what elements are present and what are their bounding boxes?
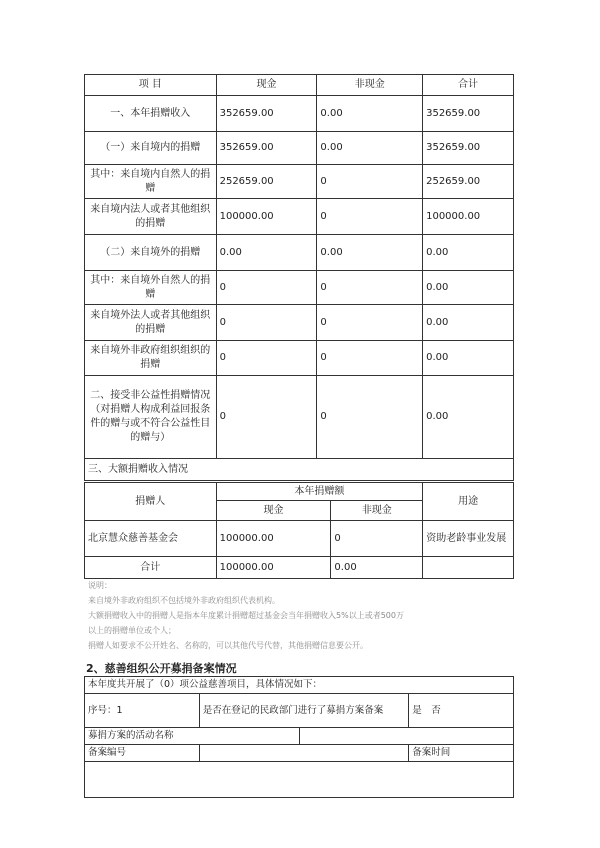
total-row <box>85 557 514 579</box>
large-donation-table <box>84 482 514 579</box>
note-line: 大额捐赠收入中的捐赠人是指本年度累计捐赠超过基金会当年捐赠收入5%以上或者500万 <box>88 611 404 620</box>
header-noncash: 非现金 <box>317 75 423 96</box>
table-row <box>85 235 514 271</box>
note-line: 以上的捐赠单位或个人； <box>88 626 176 635</box>
cash-cell: 0 <box>216 376 317 459</box>
purpose-cell: 资助老龄事业发展 <box>423 521 514 557</box>
filing-intro: 本年度共开展了（0）项公益慈善项目，具体情况如下： <box>85 677 514 694</box>
plan-name-label: 募捐方案的活动名称 <box>85 728 300 745</box>
cash-cell: 0.00 <box>216 235 317 271</box>
table-row <box>85 376 514 459</box>
total-cell: 352659.00 <box>423 96 514 132</box>
cash-cell: 352659.00 <box>216 132 317 165</box>
table-row <box>85 521 514 557</box>
section3-title-row <box>85 459 514 481</box>
note-line: 来自境外非政府组织不包括境外非政府组织代表机构。 <box>88 596 280 605</box>
noncash-cell: 0 <box>317 376 423 459</box>
noncash-cell: 0.00 <box>317 96 423 132</box>
cash-cell: 252659.00 <box>216 165 317 199</box>
header-cash: 现金 <box>216 75 317 96</box>
total-cell: 100000.00 <box>423 199 514 235</box>
total-cell: 352659.00 <box>423 132 514 165</box>
table-row <box>85 199 514 235</box>
row-label: （一）来自境内的捐赠 <box>85 132 217 165</box>
table-row <box>85 341 514 376</box>
filing-no-label: 备案编号 <box>85 745 200 762</box>
noncash-cell: 0 <box>317 271 423 305</box>
table-row <box>85 165 514 199</box>
header-total: 合计 <box>423 75 514 96</box>
section3-title: 三、大额捐赠收入情况 <box>85 459 514 481</box>
total-cell: 0.00 <box>423 341 514 376</box>
row-label: 二、接受非公益性捐赠情况（对捐赠人构成利益回报条件的赠与或不符合公益性目的赠与） <box>85 376 217 459</box>
notes <box>88 578 518 653</box>
row-label: 来自境外非政府组织组织的捐赠 <box>85 341 217 376</box>
plan-name-value <box>300 728 514 745</box>
noncash-cell: 0 <box>317 305 423 341</box>
row-label: 来自境内法人或者其他组织的捐赠 <box>85 199 217 235</box>
table-row <box>85 271 514 305</box>
noncash-cell: 0 <box>331 521 423 557</box>
noncash-cell: 0.00 <box>317 132 423 165</box>
cash-cell: 0 <box>216 305 317 341</box>
noncash-cell: 0 <box>317 341 423 376</box>
yes-no: 是 否 <box>409 694 514 728</box>
filing-time-label: 备案时间 <box>409 745 514 762</box>
total-cell: 0.00 <box>423 376 514 459</box>
total-label: 合计 <box>85 557 217 579</box>
cash-cell: 0 <box>216 271 317 305</box>
total-cell: 0.00 <box>423 235 514 271</box>
cash-cell: 100000.00 <box>216 199 317 235</box>
total-cell: 252659.00 <box>423 165 514 199</box>
row-label: 一、本年捐赠收入 <box>85 96 217 132</box>
table-row <box>85 132 514 165</box>
total-cash: 100000.00 <box>216 557 331 579</box>
filing-empty-row <box>85 762 514 798</box>
donor-cell: 北京慧众慈善基金会 <box>85 521 217 557</box>
table-row <box>85 96 514 132</box>
table-header-row <box>85 75 514 96</box>
cash-cell: 100000.00 <box>216 521 331 557</box>
cash-cell: 352659.00 <box>216 96 317 132</box>
total-purpose-empty <box>423 557 514 579</box>
row-label: 其中：来自境外自然人的捐赠 <box>85 271 217 305</box>
section2-title: 2、慈善组织公开募捐备案情况 <box>86 662 237 675</box>
total-cell: 0.00 <box>423 271 514 305</box>
seq-label: 序号：1 <box>85 694 200 728</box>
donor-header: 捐赠人 <box>85 483 217 521</box>
note-line: 捐赠人如要求不公开姓名、名称的，可以其他代号代替，其他捐赠信息要公开。 <box>88 641 368 650</box>
total-cell: 0.00 <box>423 305 514 341</box>
noncash-cell: 0 <box>317 165 423 199</box>
cash-header: 现金 <box>216 501 331 521</box>
notes-title: 说明： <box>88 581 112 590</box>
filing-no-value <box>199 745 408 762</box>
table-row <box>85 305 514 341</box>
row-label: （二）来自境外的捐赠 <box>85 235 217 271</box>
noncash-header: 非现金 <box>331 501 423 521</box>
amount-header: 本年捐赠额 <box>216 483 423 501</box>
noncash-cell: 0 <box>317 199 423 235</box>
filed-question: 是否在登记的民政部门进行了募捐方案备案 <box>199 694 408 728</box>
row-label: 其中：来自境内自然人的捐赠 <box>85 165 217 199</box>
cash-cell: 0 <box>216 341 317 376</box>
purpose-header: 用途 <box>423 483 514 521</box>
donation-income-table <box>84 74 514 481</box>
header-item: 项 目 <box>85 75 217 96</box>
row-label: 来自境外法人或者其他组织的捐赠 <box>85 305 217 341</box>
noncash-cell: 0.00 <box>317 235 423 271</box>
fundraising-filing-table <box>84 676 514 798</box>
total-noncash: 0.00 <box>331 557 423 579</box>
